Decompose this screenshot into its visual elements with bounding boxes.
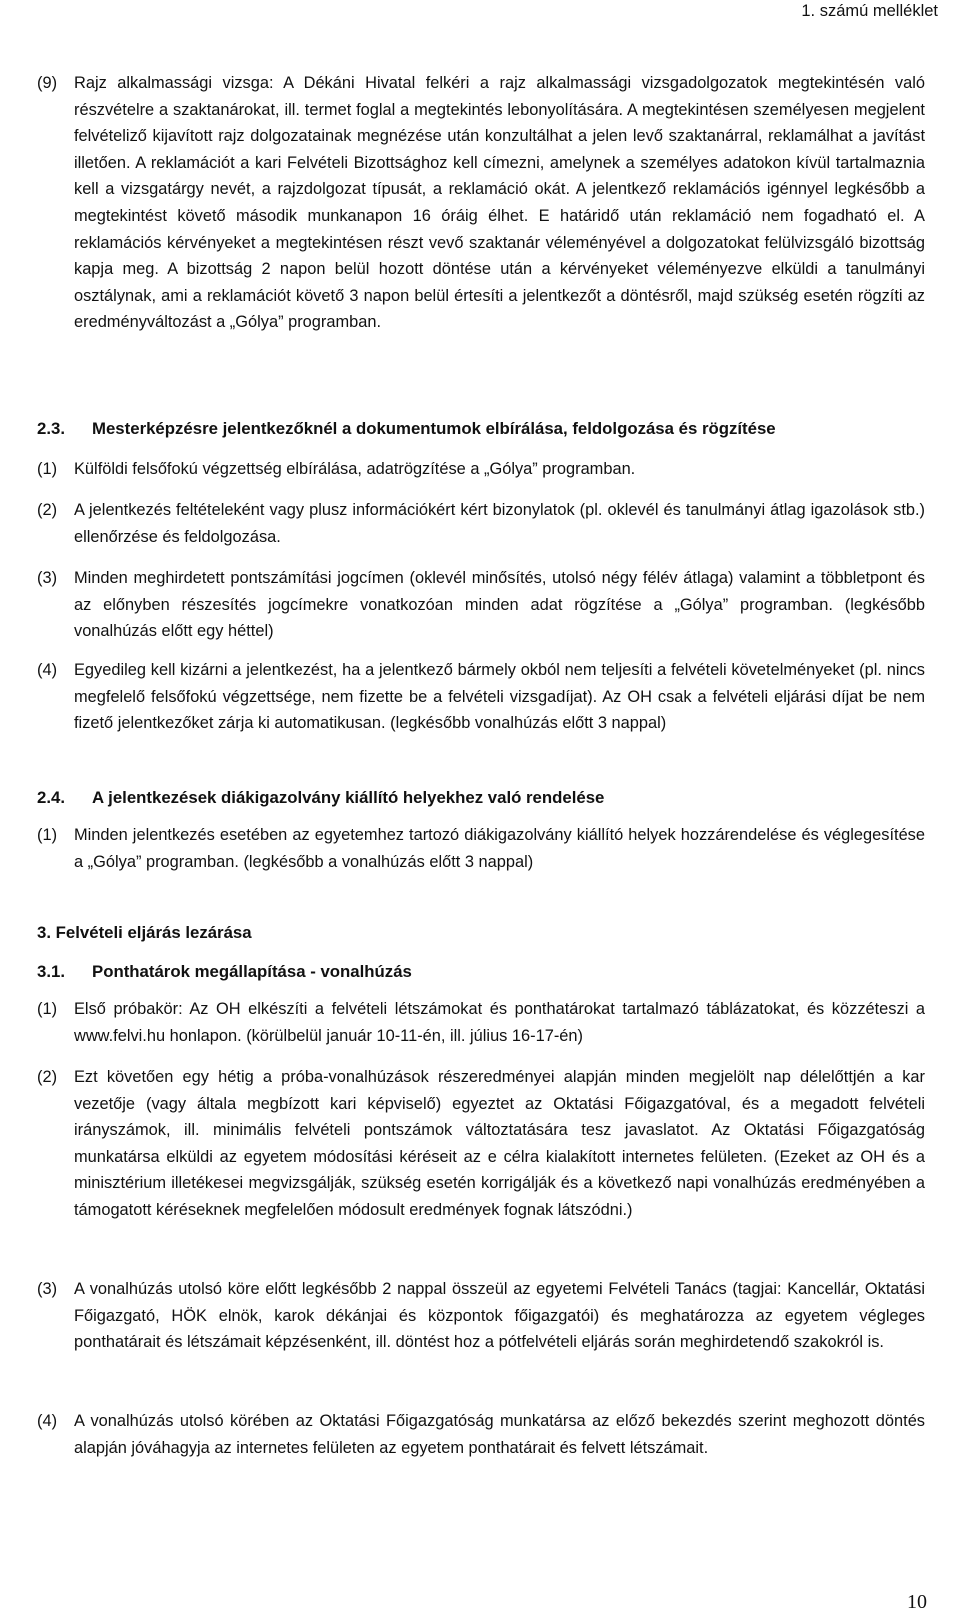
item-number: (1) [37, 826, 58, 844]
item-number: (3) [37, 1280, 58, 1298]
page-number: 10 [907, 1591, 927, 1613]
section-heading-3-1 [37, 961, 925, 983]
paragraph-text: A jelentkezés feltételeként vagy plusz információkért kért bizonylatok (pl. oklevél és tanulmányi átlag igazolások stb.) ellenőrzése és feldolgozása. [74, 501, 925, 546]
paragraph-2-3-2 [37, 497, 925, 550]
section-number: 2.3. [37, 419, 65, 438]
item-number: (1) [37, 460, 58, 478]
item-number: (4) [37, 661, 58, 679]
section-title: Mesterképzésre jelentkezőknél a dokumentumok elbírálása, feldolgozása és rögzítése [92, 419, 776, 438]
section-heading-2-4 [37, 787, 925, 809]
paragraph-text: Ezt követően egy hétig a próba-vonalhúzások részeredményei alapján minden megjelölt nap délelőttjén a kar vezetője (vagy általa megbízott kari képviselő) egyeztet az Oktatási Főigazgatóval, és a megadott felvételi irányszámok, ill. minimális felvételi pontszámok változtatására tesz javaslatot. Az Oktatási Főigazgatóság munkatársa elküldi az egyetem módosítási kéréseit az e célra kialakított internetes felületen. (Ezeket az OH és a minisztérium illetékesei megvizsgálják, szükség esetén korrigálják és a következő napi vonalhúzás eredményében a támogatott kéréseknek megfelelően módosult eredmények fognak látszódni.) [74, 1068, 925, 1219]
section-number: 2.4. [37, 788, 65, 807]
section-title: A jelentkezések diákigazolvány kiállító helyekhez való rendelése [92, 788, 605, 807]
paragraph-3-1-4 [37, 1408, 925, 1461]
item-number: (1) [37, 1000, 58, 1018]
section-title: 3. Felvételi eljárás lezárása [37, 923, 252, 942]
section-heading-2-3 [37, 418, 925, 440]
paragraph-2-4-1 [37, 822, 925, 875]
paragraph-text: Külföldi felsőfokú végzettség elbírálása, adatrögzítése a „Gólya” programban. [74, 460, 636, 478]
item-number: (2) [37, 1068, 58, 1086]
paragraph-9 [37, 70, 925, 336]
section-number: 3.1. [37, 962, 65, 981]
item-number: (3) [37, 569, 58, 587]
section-heading-3 [37, 922, 925, 944]
item-number: (9) [37, 74, 58, 92]
section-title: Ponthatárok megállapítása - vonalhúzás [92, 962, 412, 981]
paragraph-text: Rajz alkalmassági vizsga: A Dékáni Hivatal felkéri a rajz alkalmassági vizsgadolgozatok megtekintésén való részvételre a szaktanárokat, ill. termet foglal a megtekintés lebonyolítására. A megtekintésen személyesen megjelent felvételiző kijavított rajz dolgozatainak megnézése után konzultálhat a jelen levő szaktanárral, reklamálhat a javítást illetően. A reklamációt a kari Felvételi Bizottsághoz kell címezni, amelynek a személyes adatokon kívül tartalmaznia kell a vizsgatárgy nevét, a rajzdolgozat típusát, a reklamáció okát. A jelentkező reklamációs igénnyel legkésőbb a megtekintést követő második munkanapon 16 óráig élhet. E határidő után reklamáció nem fogadható el. A reklamációs kérvényeket a megtekintésen részt vevő szaktanár véleményével a dolgozatokat felülvizsgáló bizottság kapja meg. A bizottság 2 napon belül hozott döntése után a kérvényeket véleményezve elküldi a tanulmányi osztálynak, ami a reklamációt követő 3 napon belül értesíti a jelentkezőt a döntésről, majd szükség esetén rögzíti az eredményváltozást a „Gólya” programban. [74, 74, 925, 332]
paragraph-text: Első próbakör: Az OH elkészíti a felvételi létszámokat és ponthatárokat tartalmazó táblázatokat, és közzéteszi a www.felvi.hu honlapon. (körülbelül január 10-11-én, ill. július 16-17-én) [74, 1000, 925, 1045]
paragraph-2-3-3 [37, 565, 925, 645]
paragraph-text: Minden meghirdetett pontszámítási jogcímen (oklevél minősítés, utolsó négy félév átlaga) valamint a többletpont és az előnyben részesítés jogcímekre vonatkozóan minden adat rögzítése a „Gólya” programban. (legkésőbb vonalhúzás előtt egy héttel) [74, 569, 925, 641]
paragraph-text: Egyedileg kell kizárni a jelentkezést, ha a jelentkező bármely okból nem teljesíti a felvételi követelményeket (pl. nincs megfelelő felsőfokú végzettsége, nem fizette be a felvételi vizsgadíjat). Az OH csak a felvételi eljárási díjat be nem fizető jelentkezőket zárja ki automatikusan. (legkésőbb vonalhúzás előtt 3 nappal) [74, 661, 925, 733]
paragraph-3-1-1 [37, 996, 925, 1049]
paragraph-text: A vonalhúzás utolsó körében az Oktatási Főigazgatóság munkatársa az előző bekezdés szerint meghozott döntés alapján jóváhagyja az internetes felületen az egyetem ponthatárait és felvett létszámait. [74, 1412, 925, 1457]
paragraph-text: Minden jelentkezés esetében az egyetemhez tartozó diákigazolvány kiállító helyek hozzárendelése és véglegesítése a „Gólya” programban. (legkésőbb a vonalhúzás előtt 3 nappal) [74, 826, 925, 871]
paragraph-2-3-1 [37, 456, 925, 483]
paragraph-3-1-2 [37, 1064, 925, 1224]
annex-label: 1. számú melléklet [801, 2, 938, 20]
item-number: (2) [37, 501, 58, 519]
paragraph-2-3-4 [37, 657, 925, 737]
paragraph-3-1-3 [37, 1276, 925, 1356]
item-number: (4) [37, 1412, 58, 1430]
paragraph-text: A vonalhúzás utolsó köre előtt legkésőbb 2 nappal összeül az egyetemi Felvételi Tanács (tagjai: Kancellár, Oktatási Főigazgató, HÖK elnök, karok dékánjai és központok főigazgatói) és meghatározza az egyetem végleges ponthatárait és létszámait képzésenként, ill. döntést hoz a pótfelvételi eljárás során meghirdetendő szakokról is. [74, 1280, 925, 1352]
